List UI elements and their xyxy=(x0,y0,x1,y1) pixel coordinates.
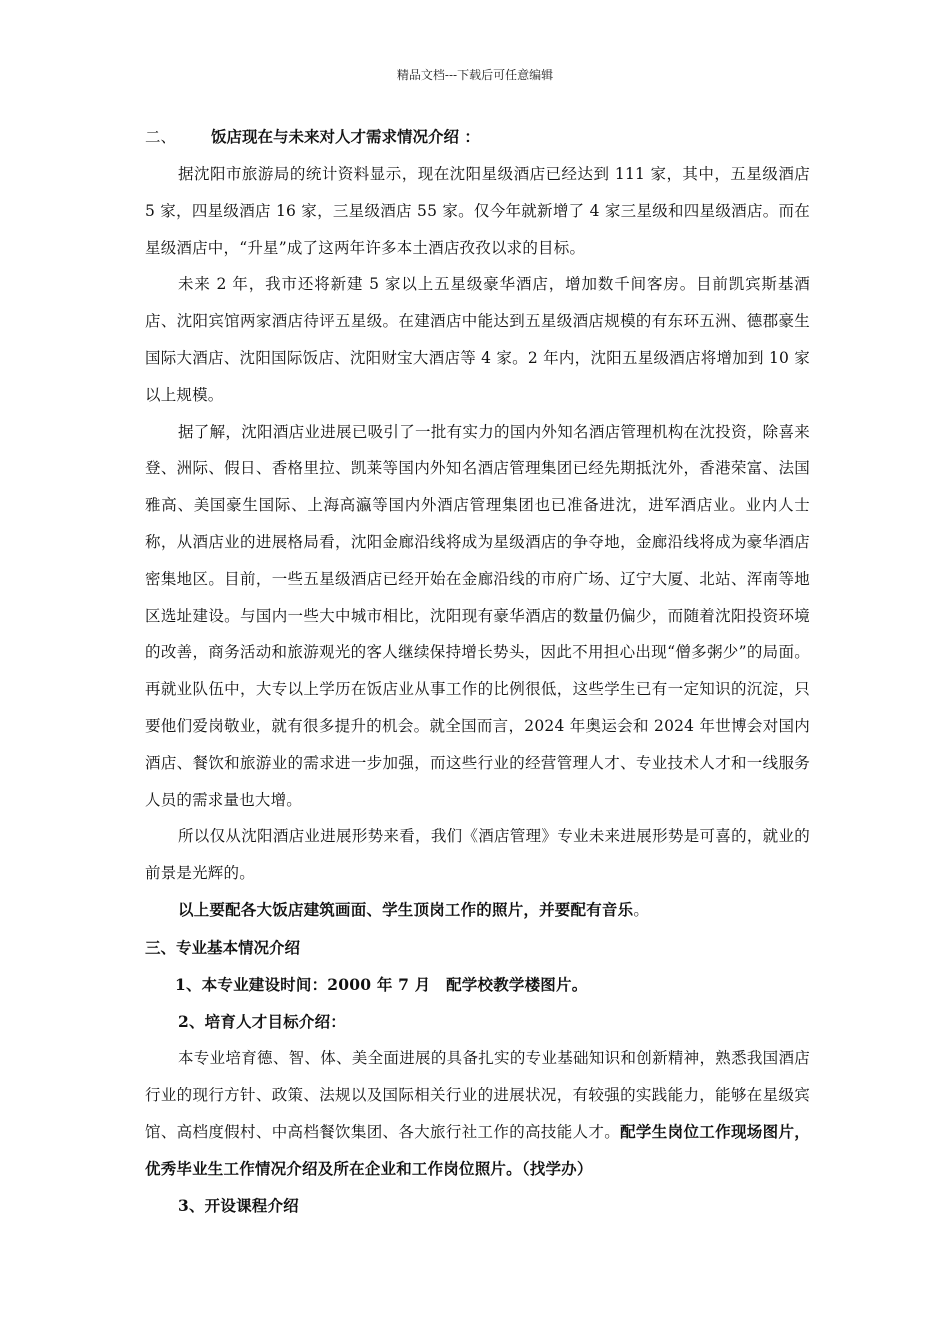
item-2-text: 本专业培育德、智、体、美全面进展的具备扎实的专业基础知识和创新精神，熟悉我国酒店行业的现行方针、政策、法规以及国际相关行业的进展状况，有较强的实践能力，能够在星级宾馆、高档度假村、中高档餐饮集团、各大旅行社工作的高技能人才。 xyxy=(145,1049,810,1141)
paragraph-conclusion: 所以仅从沈阳酒店业进展形势来看，我们《酒店管理》专业未来进展形势是可喜的，就业的前景是光辉的。 xyxy=(145,827,810,883)
paragraph-hotel-stats: 据沈阳市旅游局的统计资料显示，现在沈阳星级酒店已经达到 111 家，其中，五星级酒店 5 家，四星级酒店 16 家，三星级酒店 55 家。仅今年就新增了 4 家三星级和四星级酒店。而在星级酒店中，“升星”成了这两年许多本土酒店孜孜以求的目标。 xyxy=(145,165,810,257)
item-2-paragraph xyxy=(145,1040,810,1187)
media-note-bold: 以上要配各大饭店建筑画面、学生顶岗工作的照片，并要配有音乐 xyxy=(178,899,634,919)
section-3-heading: 三、专业基本情况介绍 xyxy=(145,937,301,957)
media-note xyxy=(145,892,810,929)
page-header: 精品文档---下载后可任意编辑 xyxy=(396,68,554,82)
section-2-heading xyxy=(145,118,810,156)
section-2-number: 二、 xyxy=(145,128,177,146)
item-3-heading: 3、开设课程介绍 xyxy=(178,1195,299,1215)
paragraph-industry-development: 据了解，沈阳酒店业进展已吸引了一批有实力的国内外知名酒店管理机构在沈投资，除喜来登、洲际、假日、香格里拉、凯莱等国内外知名酒店管理集团已经先期抵沈外，香港荣富、法国雅高、美国豪生国际、上海高瀛等国内外酒店管理集团也已准备进沈，进军酒店业。业内人士称，从酒店业的进展格局看，沈阳金廊沿线将成为星级酒店的争夺地，金廊沿线将成为豪华酒店密集地区。目前，一些五星级酒店已经开始在金廊沿线的市府广场、辽宁大厦、北站、浑南等地区选址建设。与国内一些大中城市相比，沈阳现有豪华酒店的数量仍偏少，而随着沈阳投资环境的改善，商务活动和旅游观光的客人继续保持增长势头，因此不用担心出现“僧多粥少”的局面。再就业队伍中，大专以上学历在饭店业从事工作的比例很低，这些学生已有一定知识的沉淀，只要他们爱岗敬业，就有很多提升的机会。就全国而言，2024 年奥运会和 2024 年世博会对国内酒店、餐饮和旅游业的需求进一步加强，而这些行业的经营管理人才、专业技术人才和一线服务人员的需求量也大增。 xyxy=(145,422,810,809)
paragraph-future-plans: 未来 2 年，我市还将新建 5 家以上五星级豪华酒店，增加数千间客房。目前凯宾斯基酒店、沈阳宾馆两家酒店待评五星级。在建酒店中能达到五星级酒店规模的有东环五洲、德郡豪生国际大酒店、沈阳国际饭店、沈阳财宝大酒店等 4 家。2 年内，沈阳五星级酒店将增加到 10 家以上规模。 xyxy=(145,275,810,404)
document-body xyxy=(145,118,810,1224)
section-2-title: 饭店现在与未来对人才需求情况介绍 ： xyxy=(211,127,480,146)
item-1-build-time: 1、本专业建设时间：2000 年 7 月 配学校教学楼图片。 xyxy=(175,974,588,994)
item-2-bold-note: 配学生岗位工作现场图片，优秀毕业生工作情况介绍及所在企业和工作岗位照片。（找学办） xyxy=(145,1121,810,1178)
item-2-heading: 2、培育人才目标介绍： xyxy=(178,1011,346,1031)
media-note-tail: 。 xyxy=(633,900,650,919)
